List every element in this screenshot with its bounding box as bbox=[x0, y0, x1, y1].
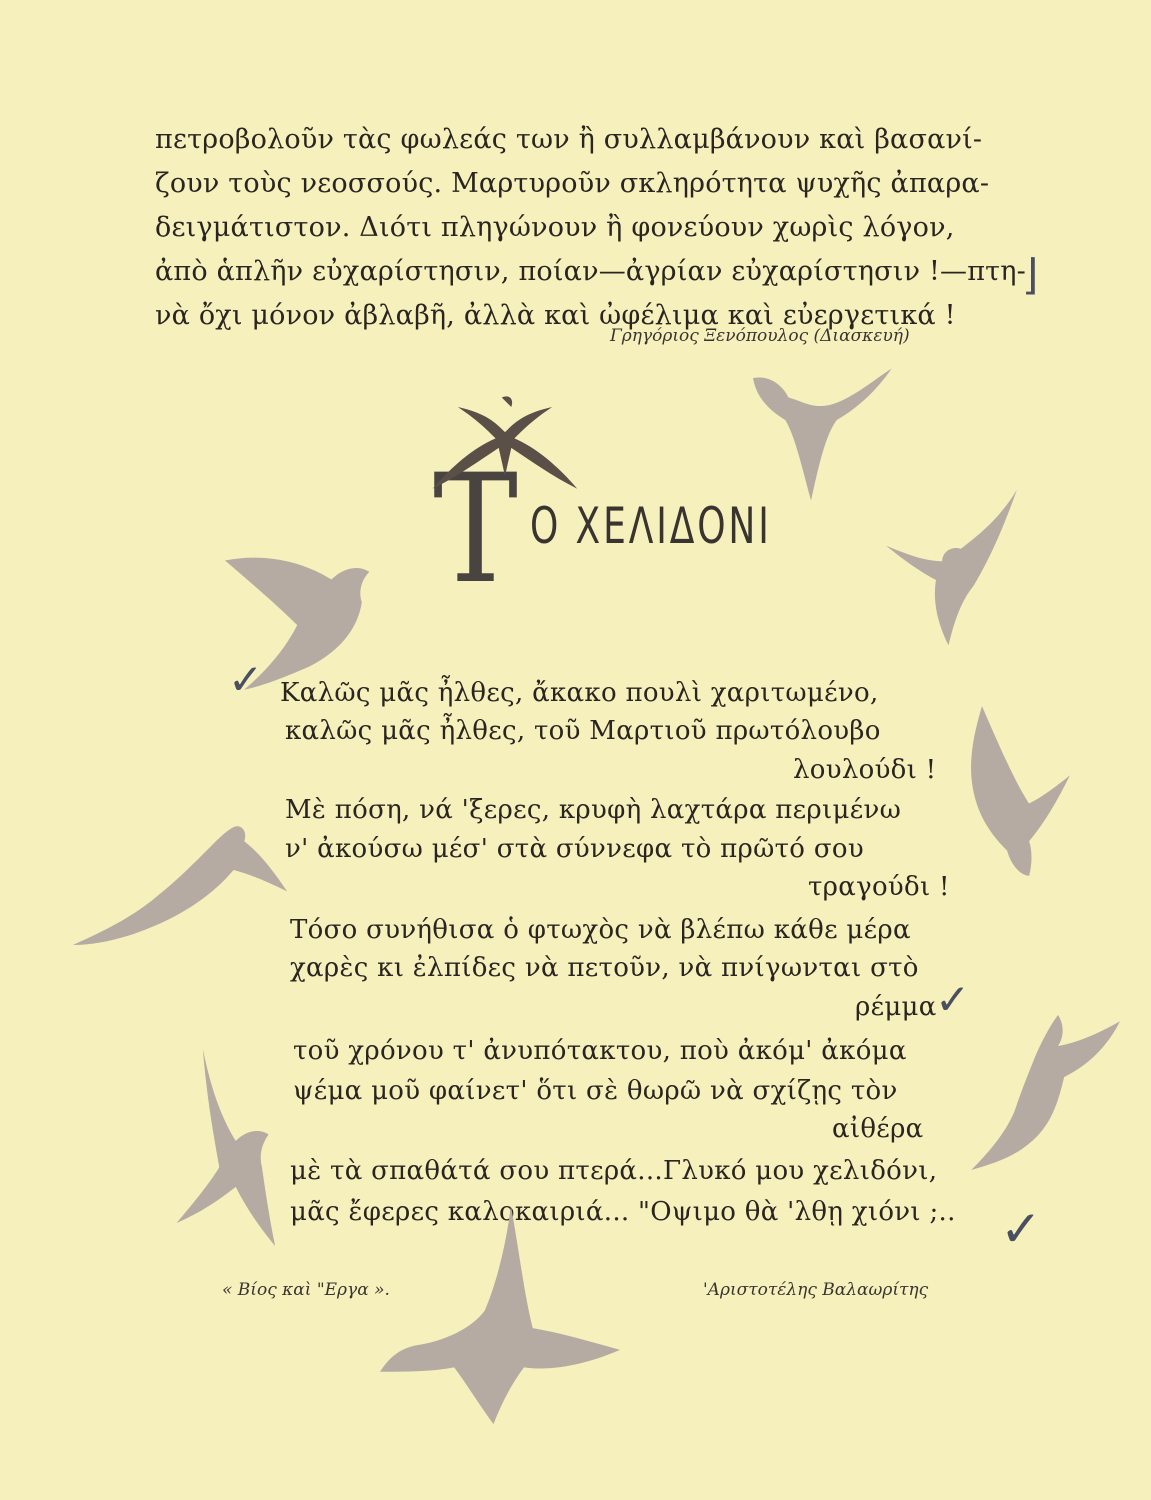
swallow-illustration bbox=[170, 1045, 285, 1250]
poem-title: Ο ΧΕΛΙΔΟΝΙ bbox=[530, 497, 772, 555]
title-initial: Τ bbox=[433, 443, 519, 617]
poem-line: Μὲ πόση, νά 'ξερες, κρυφὴ λαχτάρα περιμένω bbox=[285, 795, 902, 825]
poem-line: καλῶς μᾶς ἦλθες, τοῦ Μαρτιοῦ πρωτόλουβο bbox=[285, 716, 881, 746]
poem-line: τοῦ χρόνου τ' ἀνυπότακτου, ποὺ ἀκόμ' ἀκόμα bbox=[293, 1036, 907, 1066]
poem-line: μᾶς ἔφερες καλοκαιριά... "Οψιμο θὰ 'λθῃ χιόνι ;.. bbox=[290, 1197, 956, 1227]
poem-line: χαρὲς κι ἐλπίδες νὰ πετοῦν, νὰ πνίγωνται στὸ bbox=[290, 953, 919, 983]
swallow-illustration bbox=[380, 1200, 620, 1430]
poem-line: μὲ τὰ σπαθάτά σου πτερά...Γλυκό μου χελιδόνι, bbox=[290, 1156, 938, 1186]
poem-line: Καλῶς μᾶς ἦλθες, ἄκακο πουλὶ χαριτωμένο, bbox=[280, 678, 879, 708]
poem-line: ρέμμα bbox=[855, 992, 937, 1022]
swallow-illustration bbox=[965, 1015, 1120, 1170]
prose-line: πετροβολοῦν τὰς φωλεάς των ἢ συλλαμβάνουν καὶ βασανί- bbox=[155, 124, 983, 155]
poem-line: Τόσο συνήθισα ὁ φτωχὸς νὰ βλέπω κάθε μέρα bbox=[290, 915, 911, 945]
poem-line: λουλούδι ! bbox=[793, 755, 937, 785]
swallow-illustration bbox=[425, 385, 585, 495]
prose-line: ζουν τοὺς νεοσσούς. Μαρτυροῦν σκληρότητα ψυχῆς ἀπαρα- bbox=[155, 168, 990, 199]
poem-line: αἰθέρα bbox=[832, 1114, 924, 1144]
swallow-illustration bbox=[880, 485, 1020, 650]
poem-line: ν' ἀκούσω μέσ' στὰ σύννεφα τὸ πρῶτό σου bbox=[285, 834, 864, 864]
poem-line: τραγούδι ! bbox=[808, 872, 950, 902]
swallow-illustration bbox=[70, 820, 290, 945]
checkmark-icon: ✓ bbox=[228, 655, 264, 704]
pencil-mark-icon: ⌋ bbox=[1022, 250, 1039, 299]
prose-line: ἀπὸ ἁπλῆν εὐχαρίστησιν, ποίαν—ἀγρίαν εὐχαρίστησιν !—πτη- bbox=[155, 256, 1027, 287]
prose-line: δειγμάτιστον. Διότι πληγώνουν ἢ φονεύουν χωρὶς λόγον, bbox=[155, 212, 955, 243]
checkmark-icon: ✓ bbox=[935, 975, 971, 1024]
poem-author: 'Αριστοτέλης Βαλαωρίτης bbox=[703, 1280, 929, 1300]
swallow-illustration bbox=[960, 705, 1070, 880]
swallow-illustration bbox=[735, 362, 900, 507]
checkmark-icon: ✓ bbox=[1000, 1200, 1042, 1258]
prose-line: νὰ ὄχι μόνον ἀβλαβῆ, ἀλλὰ καὶ ὠφέλιμα καὶ εὐεργετικά ! bbox=[155, 300, 956, 331]
prose-author: Γρηγόριος Ξενόπουλος (Διασκευή) bbox=[610, 326, 910, 346]
poem-source: « Βίος καὶ "Εργα ». bbox=[222, 1280, 390, 1300]
poem-line: ψέμα μοῦ φαίνετ' ὅτι σὲ θωρῶ νὰ σχίζῃς τὸν bbox=[293, 1076, 898, 1106]
